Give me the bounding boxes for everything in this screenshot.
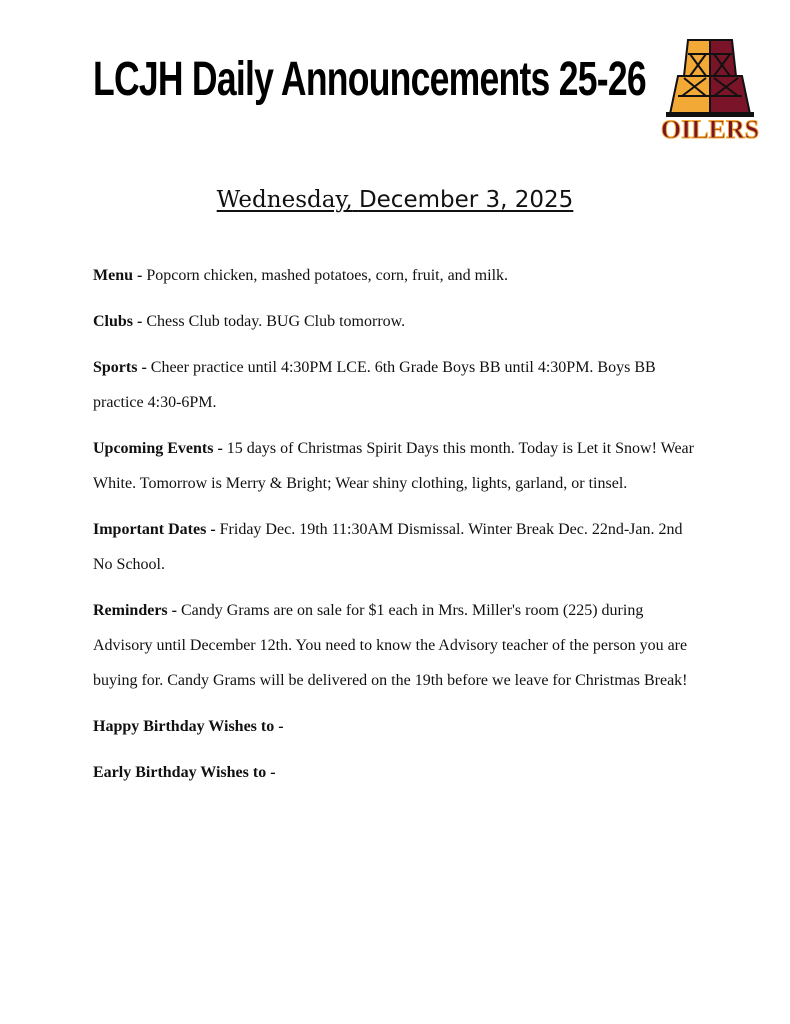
section-menu [93, 258, 705, 293]
section-text: Chess Club today. BUG Club tomorrow. [146, 313, 406, 330]
section-label: Menu - [93, 267, 143, 284]
section-text: Popcorn chicken, mashed potatoes, corn, fruit, and milk. [146, 267, 509, 284]
section-reminders [93, 593, 705, 698]
section-label: Happy Birthday Wishes to - [93, 718, 284, 735]
announcement-date [0, 186, 790, 214]
section-upcoming-events [93, 431, 705, 501]
section-text: 15 days of Christmas Spirit Days this month. Today is Let it Snow! Wear White. Tomorrow is Merry & Bright; Wear shiny clothing, lights, garland, or tinsel. [93, 440, 694, 492]
section-clubs [93, 304, 705, 339]
announcements-body [93, 258, 705, 801]
section-sports [93, 350, 705, 420]
date-weekday: Wednesday, [216, 187, 353, 213]
section-label: Clubs - [93, 313, 143, 330]
page-title: LCJH Daily Announcements 25-26 [93, 53, 646, 106]
svg-text:OILERS: OILERS [660, 115, 760, 142]
section-label: Early Birthday Wishes to - [93, 764, 276, 781]
section-text: Candy Grams are on sale for $1 each in Mrs. Miller's room (225) during Advisory until December 12th. You need to know the Advisory teacher of the person you are buying for. Candy Grams will be delivered on the 19th before we leave for Christmas Break! [93, 602, 688, 689]
section-label: Reminders - [93, 602, 177, 619]
section-text: Friday Dec. 19th 11:30AM Dismissal. Winter Break Dec. 22nd-Jan. 2nd No School. [93, 521, 683, 573]
section-text: Cheer practice until 4:30PM LCE. 6th Grade Boys BB until 4:30PM. Boys BB practice 4:30-6PM. [93, 359, 656, 411]
section-happy-birthday [93, 709, 705, 744]
section-label: Sports - [93, 359, 147, 376]
section-early-birthday [93, 755, 705, 790]
date-full: December 3, 2025 [358, 187, 574, 213]
section-label: Important Dates - [93, 521, 216, 538]
section-label: Upcoming Events - [93, 440, 223, 457]
section-important-dates [93, 512, 705, 582]
oilers-logo [648, 36, 772, 142]
